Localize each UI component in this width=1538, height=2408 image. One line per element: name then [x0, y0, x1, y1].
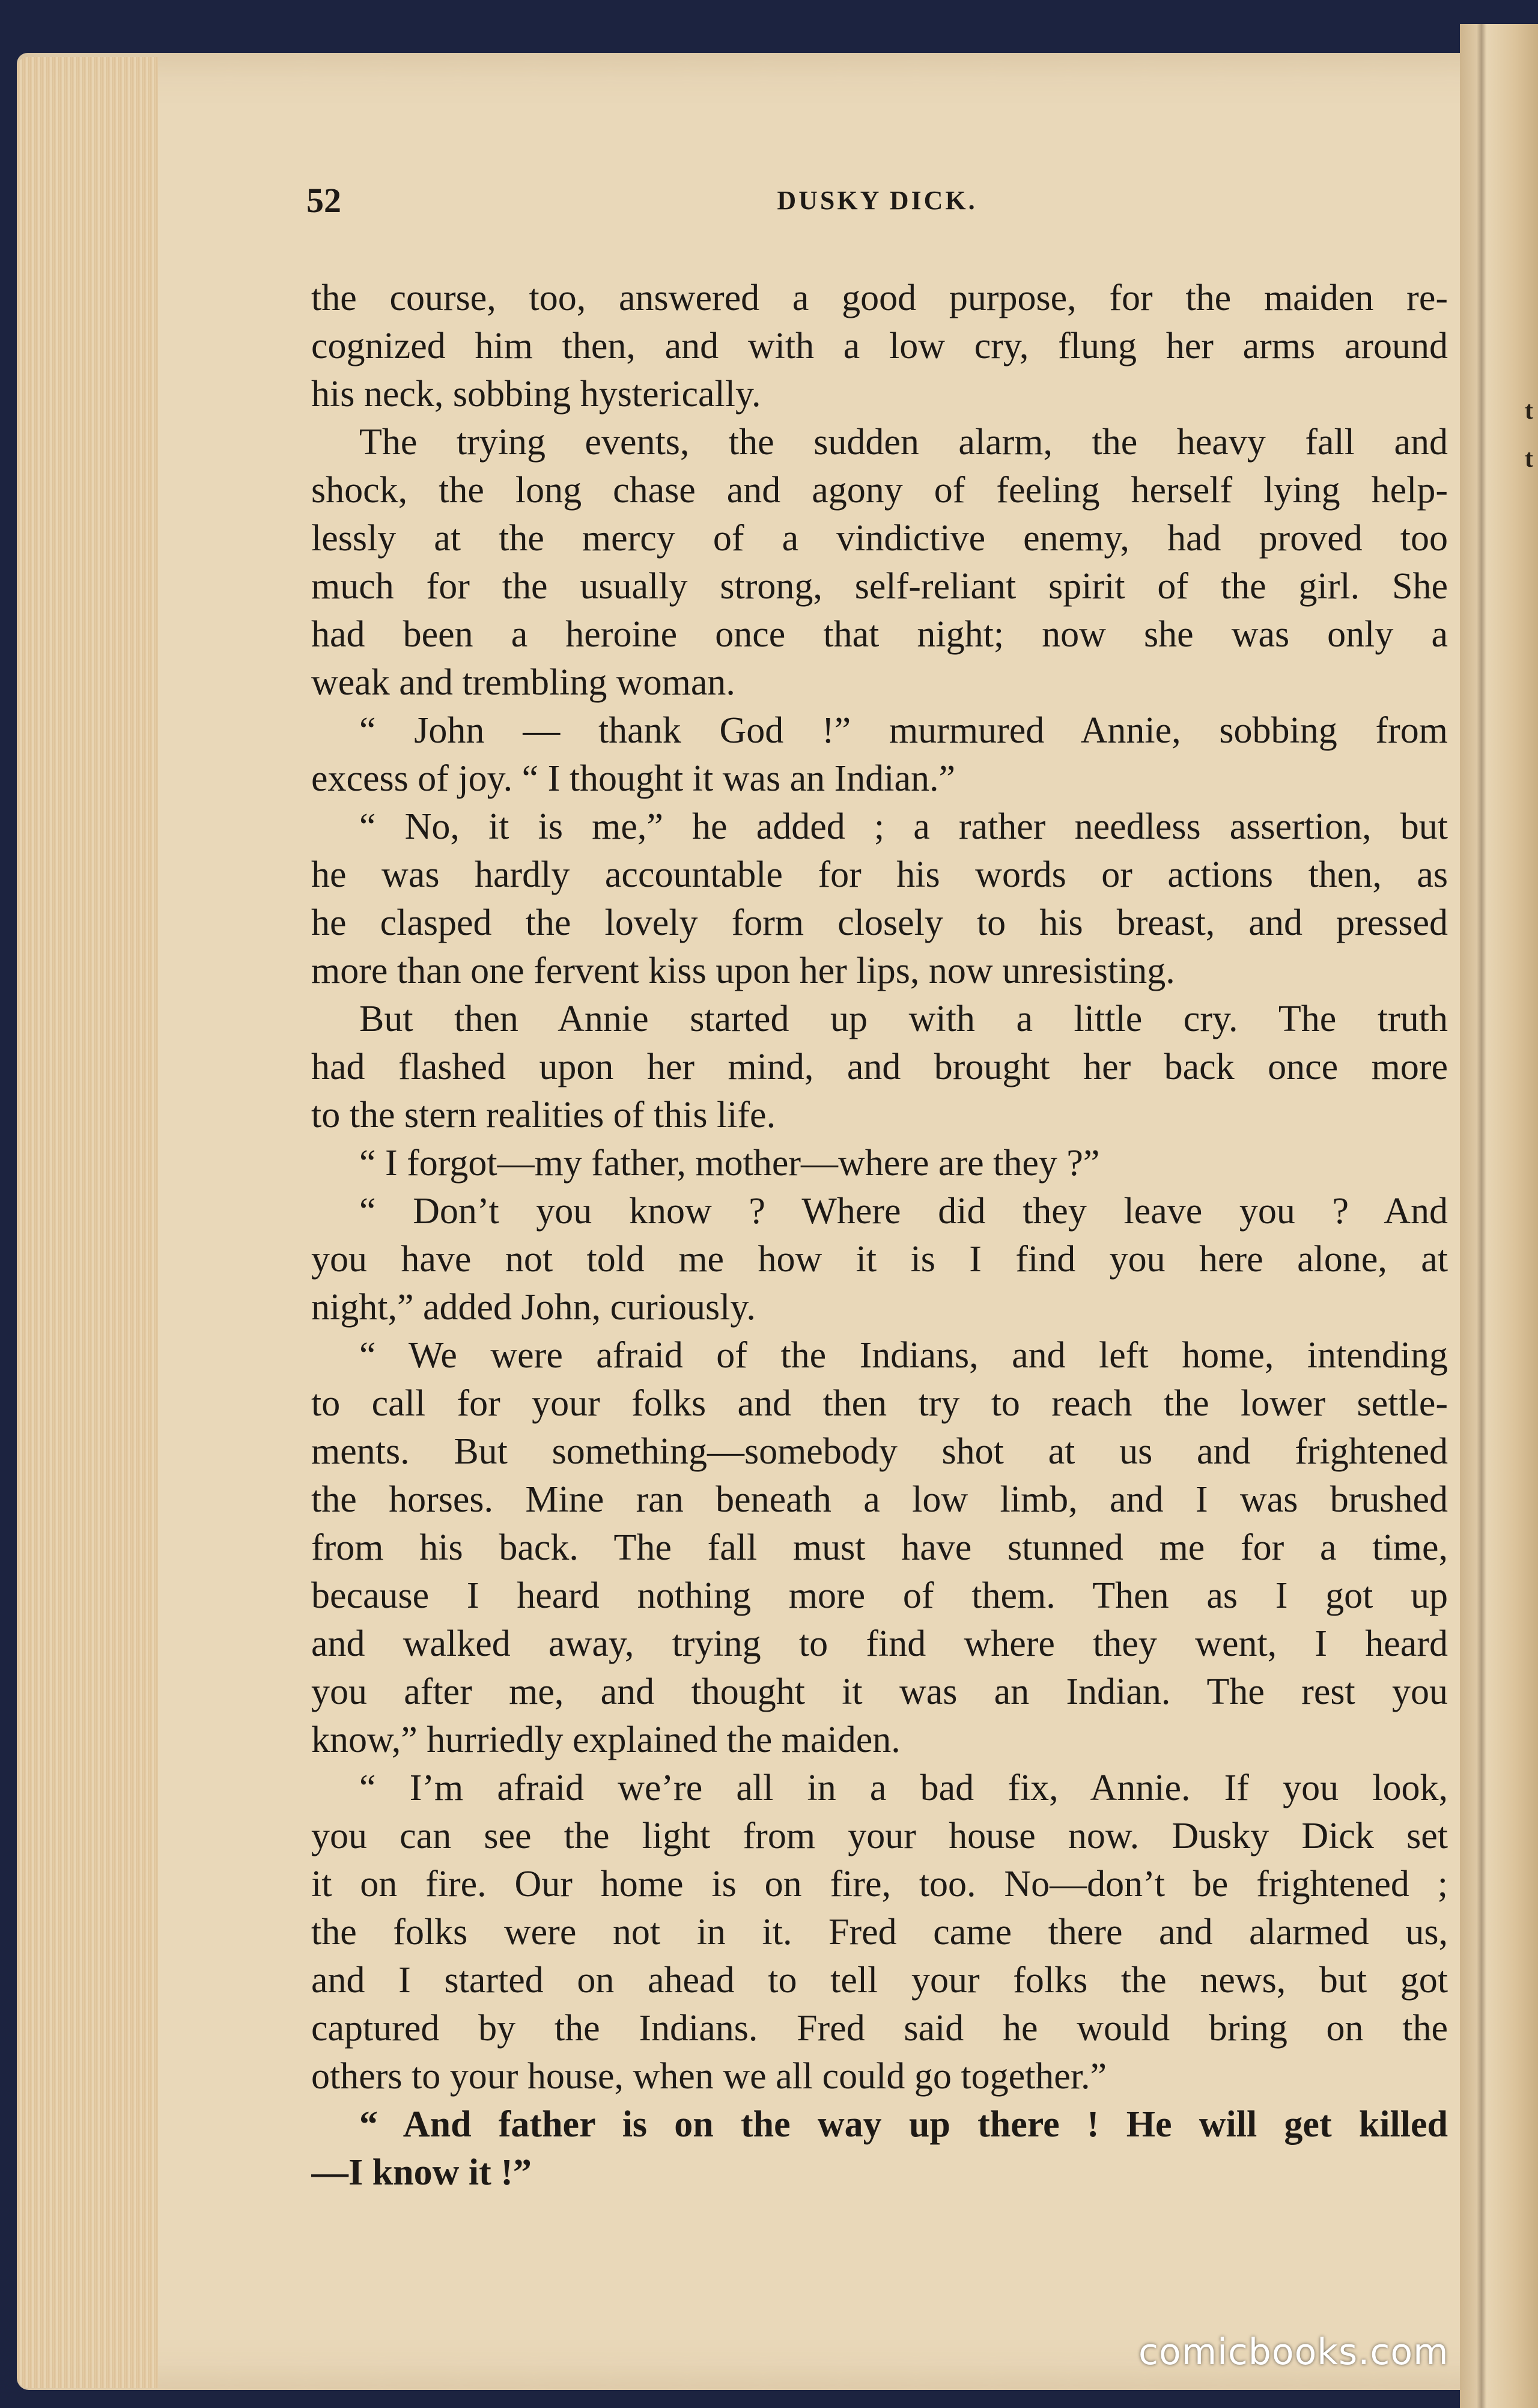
text-line: But then Annie started up with a little cry. The truth: [359, 999, 1448, 1039]
text-line: the course, too, answered a good purpose, for the maiden re-: [311, 278, 1448, 318]
text-line: shock, the long chase and agony of feeling herself lying help-: [311, 470, 1448, 511]
text-line: because I heard nothing more of them. Then as I got up: [311, 1575, 1448, 1616]
text-line: the folks were not in it. Fred came there and alarmed us,: [311, 1912, 1448, 1953]
text-line: you have not told me how it is I find you here alone, at: [311, 1239, 1448, 1280]
text-line: he clasped the lovely form closely to his breast, and pressed: [311, 902, 1448, 943]
text-line: lessly at the mercy of a vindictive enemy, had proved too: [311, 518, 1448, 559]
text-line: The trying events, the sudden alarm, the heavy fall and: [359, 422, 1448, 463]
text-line: ments. But something—somebody shot at us and frightened: [311, 1431, 1448, 1472]
text-line: weak and trembling woman.: [311, 662, 735, 703]
page-header: [306, 180, 1448, 228]
text-line: “ We were afraid of the Indians, and left home, intending: [359, 1335, 1448, 1376]
text-line: you can see the light from your house now. Dusky Dick set: [311, 1816, 1448, 1856]
text-line: and walked away, trying to find where they went, I heard: [311, 1623, 1448, 1664]
text-line: “ I’m afraid we’re all in a bad fix, Annie. If you look,: [359, 1768, 1448, 1808]
text-line: to call for your folks and then try to reach the lower settle-: [311, 1383, 1448, 1424]
text-line: others to your house, when we all could go together.”: [311, 2056, 1107, 2097]
body-text: [311, 274, 1448, 2197]
page-number: 52: [306, 181, 341, 220]
text-line: “ I forgot—my father, mother—where are they ?”: [359, 1143, 1100, 1184]
text-line: he was hardly accountable for his words or actions then, as: [311, 854, 1448, 895]
text-line: from his back. The fall must have stunned me for a time,: [311, 1527, 1448, 1568]
gutter-shadow: [1477, 24, 1486, 2408]
text-line: much for the usually strong, self-reliant spirit of the girl. She: [311, 566, 1448, 607]
text-line: “ Don’t you know ? Where did they leave you ? And: [359, 1191, 1448, 1232]
text-line: to the stern realities of this life.: [311, 1095, 776, 1136]
text-line: know,” hurriedly explained the maiden.: [311, 1719, 901, 1760]
next-page-fragment: t: [1525, 445, 1533, 473]
text-line: excess of joy. “ I thought it was an Indian.”: [311, 758, 956, 799]
next-page-fragment: t: [1525, 397, 1533, 425]
text-line: more than one fervent kiss upon her lips, now unresisting.: [311, 950, 1175, 991]
text-line: had flashed upon her mind, and brought her back once more: [311, 1047, 1448, 1087]
text-line: captured by the Indians. Fred said he would bring on the: [311, 2008, 1448, 2049]
text-line: had been a heroine once that night; now she was only a: [311, 614, 1448, 655]
book-gutter: [1460, 24, 1538, 2408]
text-line: and I started on ahead to tell your folks the news, but got: [311, 1960, 1448, 2001]
text-line: cognized him then, and with a low cry, flung her arms around: [311, 326, 1448, 366]
text-line: his neck, sobbing hysterically.: [311, 374, 761, 415]
page-stack-edge: [17, 57, 158, 2388]
text-line: the horses. Mine ran beneath a low limb, and I was brushed: [311, 1479, 1448, 1520]
text-line: night,” added John, curiously.: [311, 1287, 756, 1328]
running-head: DUSKY DICK.: [777, 186, 977, 215]
text-line: “ No, it is me,” he added ; a rather needless assertion, but: [359, 806, 1448, 847]
watermark: comicbooks.com: [1138, 2331, 1449, 2373]
text-line: “ John — thank God !” murmured Annie, sobbing from: [359, 710, 1448, 751]
text-line: —I know it !”: [311, 2152, 532, 2193]
text-line: you after me, and thought it was an Indian. The rest you: [311, 1671, 1448, 1712]
text-line: “ And father is on the way up there ! He will get killed: [359, 2104, 1448, 2145]
text-line: it on fire. Our home is on fire, too. No—don’t be frightened ;: [311, 1864, 1448, 1905]
